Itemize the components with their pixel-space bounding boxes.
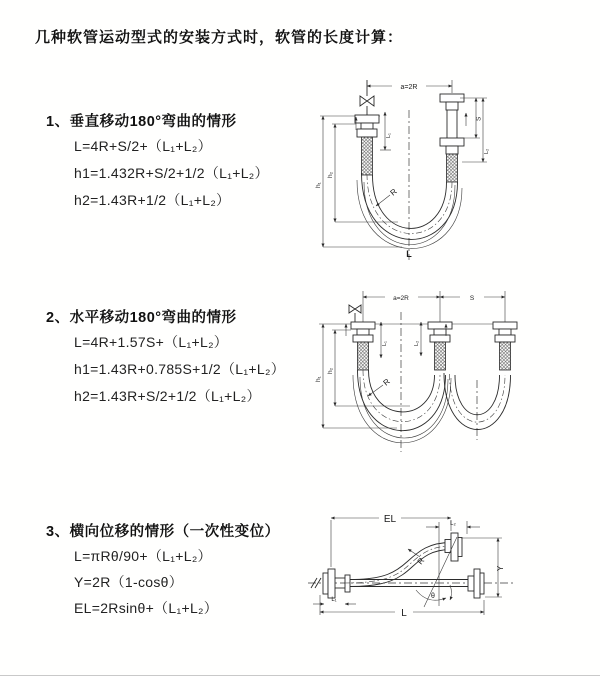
dim-label-L1: L₁	[331, 597, 337, 603]
u-hose-left	[353, 370, 451, 443]
section-3-heading: 3、横向位移的情形（一次性变位）	[46, 524, 280, 540]
dim-L2	[483, 98, 490, 162]
dim-label-R: R	[388, 186, 399, 198]
dim-label-h2: h₂	[327, 171, 334, 178]
u-hose-curves	[357, 173, 462, 249]
dim-S	[440, 295, 505, 302]
dim-label-h1: h₁	[315, 376, 322, 382]
dim-a2R	[367, 80, 452, 93]
dim-label-theta: θ	[431, 593, 435, 600]
diagram-lateral-displacement	[300, 500, 600, 650]
dim-L	[320, 595, 484, 619]
radius-callout	[368, 377, 392, 396]
dim-L1	[380, 112, 392, 150]
section-1-heading: 1、垂直移动180°弯曲的情形	[46, 114, 237, 130]
dim-label-EL: EL	[383, 514, 397, 525]
page-title: 几种软管运动型式的安装方式时，软管的长度计算：	[35, 29, 404, 46]
dim-label-Y: Y	[496, 565, 505, 571]
section-3-formula-EL: EL=2Rsinθ+（L₁+L₂）	[74, 600, 219, 616]
middle-fitting	[428, 322, 452, 370]
dim-label-a2R: a=2R	[393, 295, 409, 302]
valve-icon	[349, 305, 361, 322]
dim-label-L: L	[401, 608, 407, 619]
dim-label-h1: h₁	[315, 182, 322, 188]
original-position-pipe	[350, 569, 484, 598]
left-fitting	[355, 115, 379, 175]
section-2-heading: 2、水平移动180°弯曲的情形	[46, 310, 237, 326]
dim-label-L1: L₁	[382, 341, 388, 346]
dim-label-a2R: a=2R	[400, 84, 418, 91]
section-2-formula-h2: h2=1.43R+S/2+1/2（L₁+L₂）	[74, 388, 261, 404]
valve-icon	[360, 80, 374, 115]
dim-EL	[331, 514, 451, 567]
section-3-formula-Y: Y=2R（1-cosθ）	[74, 574, 184, 590]
dim-L1	[381, 322, 388, 358]
dim-label-h2: h₂	[327, 367, 334, 374]
dim-label-S: S	[475, 116, 483, 121]
dim-L2	[414, 322, 421, 356]
braided-hose-end	[447, 154, 458, 182]
radius-callout	[376, 187, 399, 206]
braided-hose-end	[435, 342, 446, 370]
braided-hose-end	[358, 342, 369, 370]
diagram-horizontal-180-bend	[305, 280, 600, 462]
section-1-formula-h1: h1=1.432R+S/2+1/2（L₁+L₂）	[74, 165, 269, 181]
section-2-formula-h1: h1=1.43R+0.785S+1/2（L₁+L₂）	[74, 361, 285, 377]
braided-hose-end	[500, 342, 511, 370]
left-fitting	[351, 322, 375, 370]
dim-a2R	[363, 291, 505, 322]
diagram-vertical-180-bend	[310, 70, 600, 268]
section-2-formula-L: L=4R+1.57S+（L₁+L₂）	[74, 334, 229, 350]
dim-label-L2: L₂	[414, 340, 420, 346]
section-1-formula-h2: h2=1.43R+1/2（L₁+L₂）	[74, 192, 231, 208]
right-fitting	[440, 94, 464, 182]
dim-label-R: R	[415, 556, 427, 567]
right-fitting	[493, 322, 517, 370]
dim-label-S: S	[469, 295, 475, 302]
left-flange-fitting	[323, 569, 350, 598]
dim-label-L: L	[406, 249, 412, 259]
dim-label-R: R	[381, 376, 392, 388]
section-3-formula-L: L=πRθ/90+（L₁+L₂）	[74, 548, 212, 564]
dim-L1	[313, 597, 356, 604]
dim-label-L2: L₂	[450, 521, 456, 527]
section-1-formula-L: L=4R+S/2+（L₁+L₂）	[74, 138, 212, 154]
dim-label-L1: L₁	[386, 133, 392, 138]
dim-label-L2: L₂	[484, 148, 490, 154]
braided-hose-end	[362, 137, 373, 175]
